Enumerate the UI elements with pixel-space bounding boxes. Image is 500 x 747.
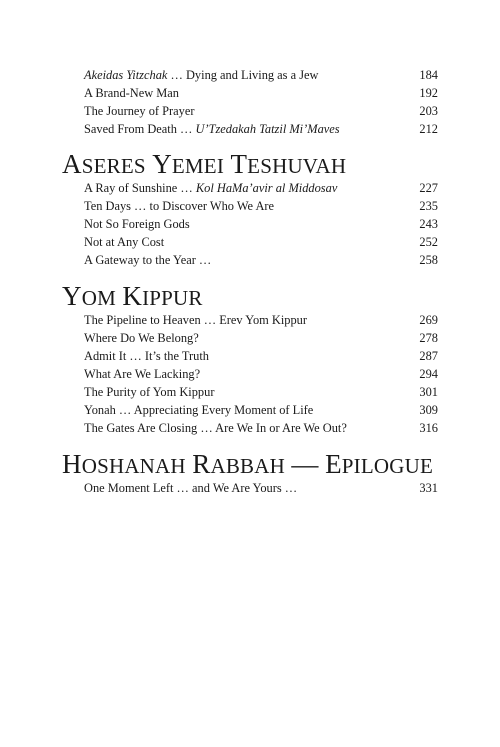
entry-page-number: 331 bbox=[419, 481, 438, 495]
entry-title: The Pipeline to Heaven … Erev Yom Kippur bbox=[84, 313, 307, 327]
toc-entry bbox=[84, 479, 438, 497]
toc-entry bbox=[84, 66, 438, 84]
entry-page-number: 184 bbox=[419, 68, 438, 82]
toc-group-continuation bbox=[84, 66, 438, 138]
toc-entry bbox=[84, 419, 438, 437]
entry-title: Ten Days … to Discover Who We Are bbox=[84, 199, 275, 213]
toc-entry bbox=[84, 311, 438, 329]
entry-title: The Journey of Prayer bbox=[84, 104, 195, 118]
toc-entry bbox=[84, 197, 438, 215]
entry-title: A Gateway to the Year … bbox=[84, 253, 212, 267]
toc-entry bbox=[84, 84, 438, 102]
toc-group-aseres bbox=[84, 179, 438, 269]
entry-title: A Ray of Sunshine … bbox=[84, 181, 196, 195]
entry-page-number: 287 bbox=[419, 349, 438, 363]
toc-group-epilogue bbox=[84, 479, 438, 497]
entry-page-number: 294 bbox=[419, 367, 438, 381]
entry-page-number: 309 bbox=[419, 403, 438, 417]
entry-page-number: 192 bbox=[419, 86, 438, 100]
entry-page-number: 252 bbox=[419, 235, 438, 249]
entry-title: The Purity of Yom Kippur bbox=[84, 385, 215, 399]
entry-italic-title: Akeidas Yitzchak bbox=[84, 68, 168, 82]
entry-page-number: 243 bbox=[419, 217, 438, 231]
toc-entry bbox=[84, 233, 438, 251]
entry-page-number: 203 bbox=[419, 104, 438, 118]
entry-title: Not at Any Cost bbox=[84, 235, 165, 249]
entry-title: A Brand-New Man bbox=[84, 86, 179, 100]
toc-group-yom-kippur bbox=[84, 311, 438, 437]
entry-title: Saved From Death … bbox=[84, 122, 196, 136]
section-heading-aseres: ASERES YEMEI TESHUVAH bbox=[62, 149, 347, 179]
toc-entry bbox=[84, 329, 438, 347]
entry-page-number: 301 bbox=[419, 385, 438, 399]
entry-italic-title: U’Tzedakah Tatzil Mi’Maves bbox=[195, 122, 340, 136]
toc-entry bbox=[84, 251, 438, 269]
toc-entry bbox=[84, 383, 438, 401]
entry-title: Not So Foreign Gods bbox=[84, 217, 190, 231]
toc-entry bbox=[84, 179, 438, 197]
entry-title: What Are We Lacking? bbox=[84, 367, 201, 381]
entry-page-number: 235 bbox=[419, 199, 438, 213]
entry-page-number: 212 bbox=[419, 122, 438, 136]
entry-page-number: 269 bbox=[419, 313, 438, 327]
entry-title: One Moment Left … and We Are Yours … bbox=[84, 481, 298, 495]
entry-page-number: 258 bbox=[419, 253, 438, 267]
section-heading-yom-kippur: YOM KIPPUR bbox=[62, 281, 203, 311]
entry-title: … Dying and Living as a Jew bbox=[167, 68, 319, 82]
toc-entry bbox=[84, 215, 438, 233]
entry-title: The Gates Are Closing … Are We In or Are We Out? bbox=[84, 421, 347, 435]
entry-title: Where Do We Belong? bbox=[84, 331, 199, 345]
entry-page-number: 227 bbox=[419, 181, 438, 195]
entry-italic-title: Kol HaMa’avir al Middosav bbox=[195, 181, 338, 195]
toc-entry bbox=[84, 401, 438, 419]
section-heading-epilogue: HOSHANAH RABBAH — EPILOGUE bbox=[62, 449, 434, 479]
entry-title: Admit It … It’s the Truth bbox=[84, 349, 209, 363]
toc-entry bbox=[84, 347, 438, 365]
toc-entry bbox=[84, 120, 438, 138]
entry-title: Yonah … Appreciating Every Moment of Life bbox=[84, 403, 314, 417]
toc-entry bbox=[84, 102, 438, 120]
toc-entry bbox=[84, 365, 438, 383]
entry-page-number: 316 bbox=[419, 421, 438, 435]
entry-page-number: 278 bbox=[419, 331, 438, 345]
